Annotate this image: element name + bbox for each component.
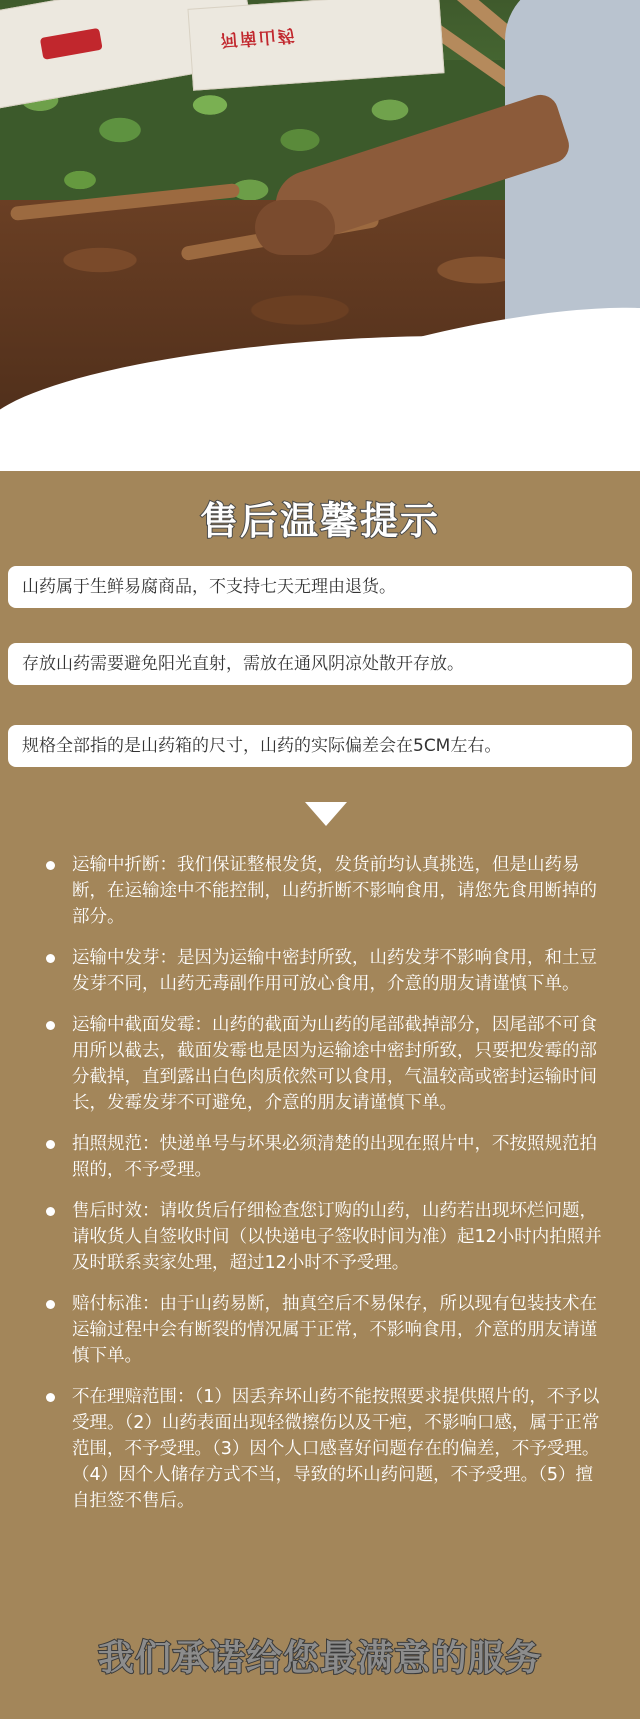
list-item (44, 1012, 604, 1116)
notice-size: 规格全部指的是山药箱的尺寸，山药的实际偏差会在5CM左右。 (8, 725, 632, 767)
divider (0, 468, 640, 481)
footer-slogan: 我们承诺给您最满意的服务 (97, 1638, 542, 1679)
bullet-dot-icon (46, 1393, 55, 1402)
farmer-shirt (505, 0, 640, 360)
rule-text: 不在理赔范围：（1）因丢弃坏山药不能按照要求提供照片的，不予以受理。（2）山药表面出现轻微擦伤以及干疤，不影响口感，属于正常范围，不予受理。（3）因个人口感喜好问题存在的偏差，不予受理。（4）因个人储存方式不当，导致的坏山药问题，不予受理。（5）擅自拒签不售后。 (72, 1387, 600, 1511)
bullet-dot-icon (46, 861, 55, 870)
bullet-dot-icon (46, 1207, 55, 1216)
aftersale-rules-list (44, 852, 604, 1529)
rule-text: 售后时效：请收货后仔细检查您订购的山药，山药若出现坏烂问题，请收货人自签收时间（以快递电子签收时间为准）起12小时内拍照并及时联系卖家处理，超过12小时不予受理。 (72, 1201, 602, 1273)
hero-photo (0, 0, 640, 470)
bullet-dot-icon (46, 954, 55, 963)
bullet-dot-icon (46, 1140, 55, 1149)
notice-no-return: 山药属于生鲜易腐商品，不支持七天无理由退货。 (8, 566, 632, 608)
rule-text: 运输中折断：我们保证整根发货，发货前均认真挑选，但是山药易断，在运输途中不能控制，山药折断不影响食用，请您先食用断掉的部分。 (72, 855, 597, 927)
down-triangle-icon (305, 802, 347, 826)
rule-text: 运输中截面发霉：山药的截面为山药的尾部截掉部分，因尾部不可食用所以截去，截面发霉也是因为运输途中密封所致，只要把发霉的部分截掉，直到露出白色肉质依然可以食用，气温较高或密封运输时间长，发霉发芽不可避免，介意的朋友请谨慎下单。 (72, 1015, 597, 1113)
list-item (44, 852, 604, 930)
section-heading: 售后温馨提示 (199, 499, 440, 543)
rule-text: 赔付标准：由于山药易断，抽真空后不易保存，所以现有包装技术在运输过程中会有断裂的情况属于正常，不影响食用，介意的朋友请谨慎下单。 (72, 1294, 597, 1366)
sack-print: 河南山药 (219, 24, 298, 50)
rule-text: 运输中发芽：是因为运输中密封所致，山药发芽不影响食用，和土豆发芽不同，山药无毒副作用可放心食用，介意的朋友请谨慎下单。 (72, 948, 597, 994)
bullet-dot-icon (46, 1300, 55, 1309)
bullet-dot-icon (46, 1021, 55, 1030)
notice-storage: 存放山药需要避免阳光直射，需放在通风阴凉处散开存放。 (8, 643, 632, 685)
farmer-hand (255, 200, 335, 255)
list-item (44, 1198, 604, 1276)
list-item (44, 1291, 604, 1369)
sack-logo (40, 28, 103, 60)
rule-text: 拍照规范：快递单号与坏果必须清楚的出现在照片中，不按照规范拍照的，不予受理。 (72, 1134, 597, 1180)
list-item (44, 1384, 604, 1514)
list-item (44, 945, 604, 997)
list-item (44, 1131, 604, 1183)
